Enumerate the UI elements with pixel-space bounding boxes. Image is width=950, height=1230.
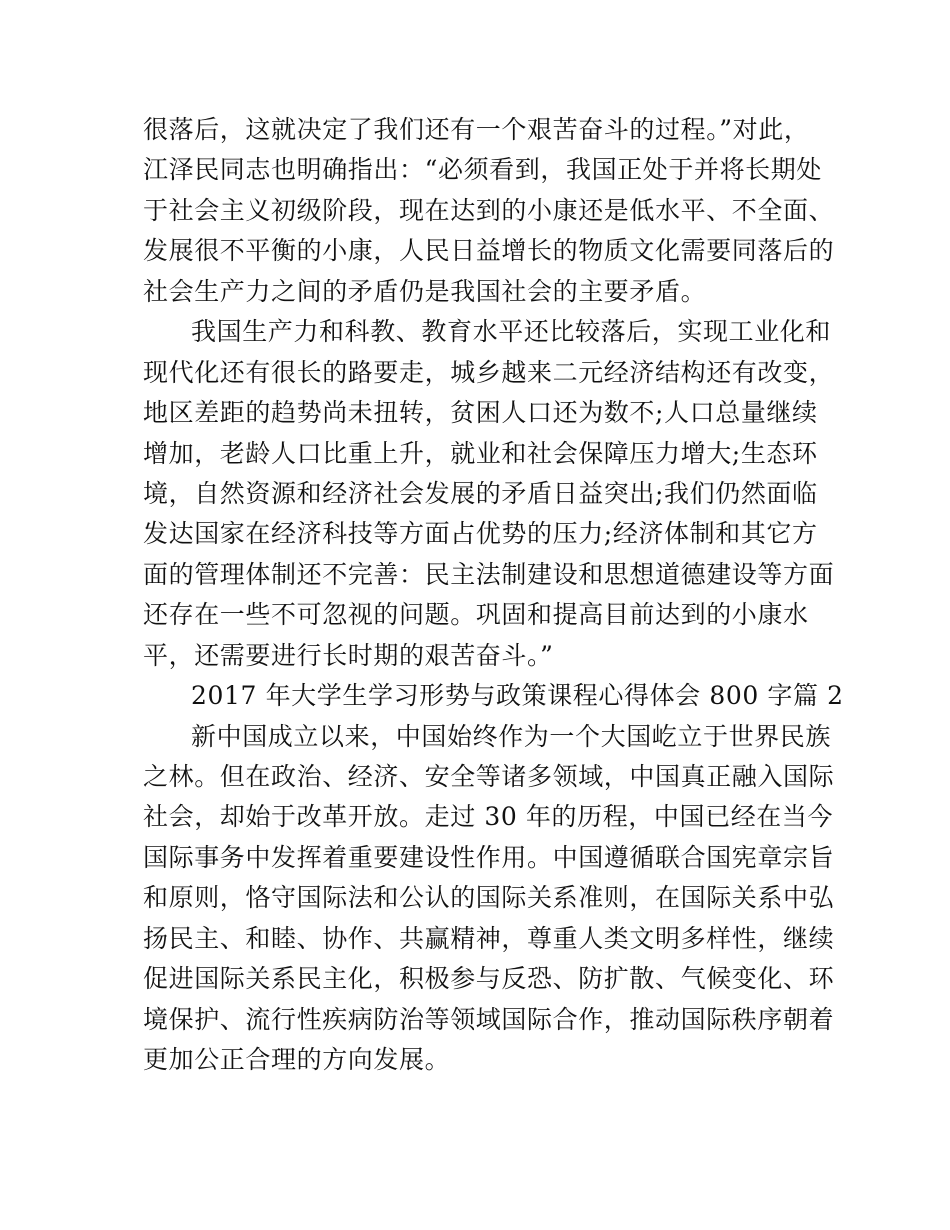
text-line: 增加，老龄人口比重上升，就业和社会保障压力增大;生态环 bbox=[143, 438, 818, 468]
body-text bbox=[143, 110, 844, 1081]
text-line: 境保护、流行性疾病防治等领域国际合作，推动国际秩序朝着 bbox=[143, 1004, 835, 1034]
text-line: 社会，却始于改革开放。走过 30 年的历程，中国已经在当今 bbox=[143, 802, 834, 832]
text-line: 新中国成立以来，中国始终作为一个大国屹立于世界民族 bbox=[191, 721, 832, 751]
text-line: 国际事务中发挥着重要建设性作用。中国遵循联合国宪章宗旨 bbox=[143, 842, 835, 872]
text-line: 面的管理体制还不完善：民主法制建设和思想道德建设等方面 bbox=[143, 559, 835, 589]
text-line: 扬民主、和睦、协作、共赢精神，尊重人类文明多样性，继续 bbox=[143, 923, 835, 953]
text-line: 地区差距的趋势尚未扭转，贫困人口还为数不;人口总量继续 bbox=[143, 398, 818, 428]
text-line: 平，还需要进行长时期的艰苦奋斗。” bbox=[143, 640, 554, 670]
text-line: 更加公正合理的方向发展。 bbox=[143, 1045, 451, 1075]
text-line: 很落后，这就决定了我们还有一个艰苦奋斗的过程。”对此， bbox=[143, 115, 810, 144]
text-line: 和原则，恪守国际法和公认的国际关系准则，在国际关系中弘 bbox=[143, 883, 835, 913]
text-line: 我国生产力和科教、教育水平还比较落后，实现工业化和 bbox=[191, 317, 832, 347]
text-line: 现代化还有很长的路要走，城乡越来二元经济结构还有改变， bbox=[143, 357, 835, 387]
text-line: 境，自然资源和经济社会发展的矛盾日益突出;我们仍然面临 bbox=[143, 478, 818, 508]
text-line: 还存在一些不可忽视的问题。巩固和提高目前达到的小康水 bbox=[143, 600, 809, 630]
section-heading: 2017 年大学生学习形势与政策课程心得体会 800 字篇 2 bbox=[191, 681, 844, 711]
text-line: 江泽民同志也明确指出：“必须看到，我国正处于并将长期处 bbox=[143, 155, 822, 185]
text-line: 之林。但在政治、经济、安全等诸多领域，中国真正融入国际 bbox=[143, 762, 835, 791]
text-line: 促进国际关系民主化，积极参与反恐、防扩散、气候变化、环 bbox=[143, 964, 835, 994]
text-line: 发达国家在经济科技等方面占优势的压力;经济体制和其它方 bbox=[143, 519, 818, 549]
text-line: 于社会主义初级阶段，现在达到的小康还是低水平、不全面、 bbox=[143, 195, 835, 225]
text-line: 发展很不平衡的小康，人民日益增长的物质文化需要同落后的 bbox=[143, 236, 835, 266]
text-line: 社会生产力之间的矛盾仍是我国社会的主要矛盾。 bbox=[143, 276, 707, 306]
